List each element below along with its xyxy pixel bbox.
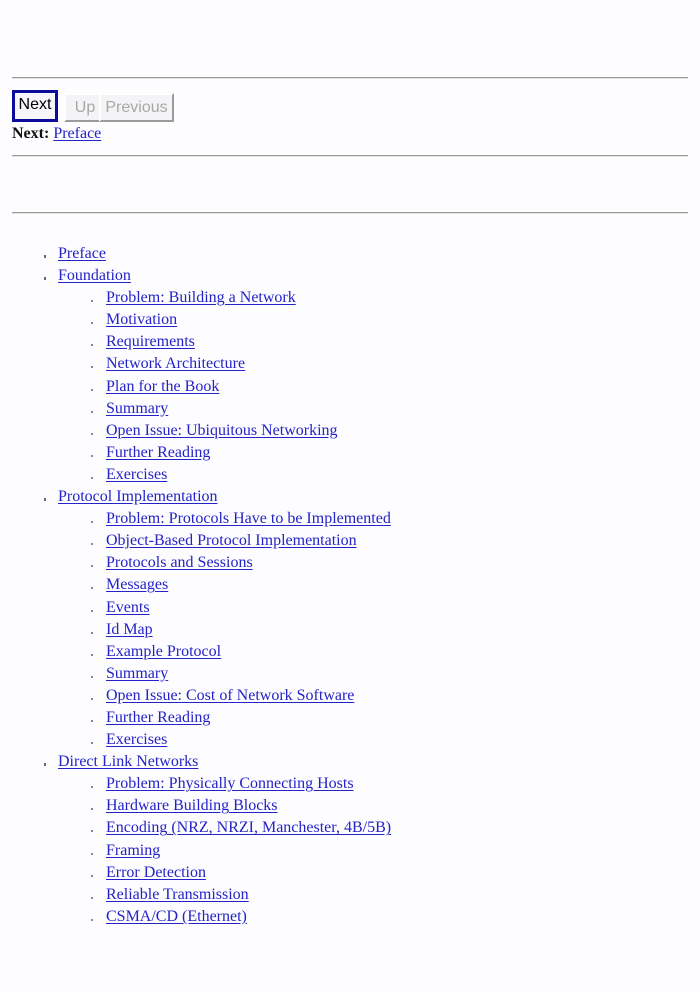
bullet-icon: [91, 610, 93, 612]
bullet-icon: [91, 587, 93, 589]
toc-section-item: [0, 552, 700, 574]
bullet-icon: [91, 676, 93, 678]
toc-section-link[interactable]: Open Issue: Cost of Network Software: [106, 686, 355, 704]
toc-chapter-item: [0, 486, 700, 508]
toc-section-link[interactable]: Further Reading: [106, 708, 211, 726]
toc-section-link[interactable]: Summary: [106, 399, 169, 417]
toc-section-link[interactable]: Encoding (NRZ, NRZI, Manchester, 4B/5B): [106, 819, 392, 837]
bullet-icon: [91, 720, 93, 722]
toc-section-item: [0, 884, 700, 906]
bullet-icon: [91, 875, 93, 877]
bullet-icon: [91, 521, 93, 523]
toc-section-link[interactable]: Messages: [106, 576, 169, 594]
toc-chapter-item: [0, 243, 700, 265]
toc-section-link[interactable]: Problem: Physically Connecting Hosts: [106, 775, 354, 793]
toc-section-link[interactable]: Hardware Building Blocks: [106, 797, 278, 815]
table-of-contents: [0, 243, 700, 928]
bullet-icon: [91, 654, 93, 656]
toc-section-item: [0, 376, 700, 398]
toc-section-item: [0, 309, 700, 331]
toc-section-item: [0, 464, 700, 486]
bullet-icon: [91, 808, 93, 810]
toc-section-item: [0, 663, 700, 685]
bullet-icon: [44, 277, 46, 280]
toc-section-link[interactable]: Example Protocol: [106, 642, 222, 660]
toc-section-link[interactable]: Exercises: [106, 465, 168, 483]
toc-chapter-item: [0, 751, 700, 773]
toc-section-item: [0, 530, 700, 552]
toc-section-link[interactable]: CSMA/CD (Ethernet): [106, 907, 247, 925]
toc-section-link[interactable]: Problem: Building a Network: [106, 289, 296, 307]
toc-section-item: [0, 773, 700, 795]
bullet-icon: [91, 897, 93, 899]
toc-section-item: [0, 508, 700, 530]
toc-section-item: [0, 817, 700, 839]
toc-section-link[interactable]: Events: [106, 598, 150, 616]
toc-section-item: [0, 906, 700, 928]
bullet-icon: [91, 433, 93, 435]
toc-section-link[interactable]: Network Architecture: [106, 355, 246, 373]
bullet-icon: [91, 366, 93, 368]
previous-button[interactable]: Previous: [99, 93, 174, 122]
toc-section-item: [0, 862, 700, 884]
bullet-icon: [91, 344, 93, 346]
bullet-icon: [91, 853, 93, 855]
toc-section-item: [0, 707, 700, 729]
toc-section-item: [0, 420, 700, 442]
bullet-icon: [91, 742, 93, 744]
toc-chapter-link[interactable]: Direct Link Networks: [58, 753, 199, 771]
bullet-icon: [44, 763, 46, 766]
next-label: Next:: [12, 125, 50, 142]
toc-section-link[interactable]: Motivation: [106, 311, 178, 329]
toc-section-item: [0, 331, 700, 353]
bullet-icon: [91, 919, 93, 921]
toc-section-item: [0, 685, 700, 707]
toc-section-link[interactable]: Framing: [106, 841, 161, 859]
next-link[interactable]: Preface: [53, 125, 102, 142]
bullet-icon: [91, 300, 93, 302]
bullet-icon: [91, 786, 93, 788]
bullet-icon: [91, 455, 93, 457]
bullet-icon: [91, 698, 93, 700]
toc-section-link[interactable]: Summary: [106, 664, 169, 682]
bullet-icon: [91, 632, 93, 634]
toc-section-link[interactable]: Further Reading: [106, 443, 211, 461]
toc-section-link[interactable]: Problem: Protocols Have to be Implemented: [106, 510, 391, 528]
next-button[interactable]: Next: [12, 90, 58, 122]
toc-section-link[interactable]: Requirements: [106, 333, 195, 351]
toc-chapter-link[interactable]: Foundation: [58, 267, 131, 285]
bullet-icon: [91, 411, 93, 413]
toc-chapter-link[interactable]: Preface: [58, 245, 106, 262]
bullet-icon: [91, 565, 93, 567]
bullet-icon: [91, 543, 93, 545]
toc-section-link[interactable]: Reliable Transmission: [106, 885, 249, 903]
toc-section-item: [0, 729, 700, 751]
bullet-icon: [91, 322, 93, 324]
toc-section-link[interactable]: Error Detection: [106, 863, 206, 881]
bullet-icon: [91, 389, 93, 391]
toc-section-link[interactable]: Id Map: [106, 620, 153, 638]
bullet-icon: [44, 255, 46, 258]
toc-section-item: [0, 619, 700, 641]
toc-section-item: [0, 398, 700, 420]
toc-chapter-item: [0, 265, 700, 287]
bullet-icon: [91, 477, 93, 479]
toc-section-item: [0, 353, 700, 375]
horizontal-rule-top: [12, 77, 688, 79]
toc-section-item: [0, 287, 700, 309]
bullet-icon: [91, 830, 93, 832]
toc-section-link[interactable]: Plan for the Book: [106, 377, 220, 395]
next-link-line: [12, 125, 101, 143]
toc-section-item: [0, 641, 700, 663]
horizontal-rule-middle: [12, 155, 688, 157]
toc-section-item: [0, 574, 700, 596]
bullet-icon: [44, 498, 46, 501]
horizontal-rule-lower: [12, 212, 688, 214]
toc-section-link[interactable]: Object-Based Protocol Implementation: [106, 532, 357, 550]
toc-section-link[interactable]: Open Issue: Ubiquitous Networking: [106, 421, 338, 439]
toc-section-item: [0, 840, 700, 862]
up-button[interactable]: Up: [64, 93, 106, 122]
toc-chapter-link[interactable]: Protocol Implementation: [58, 488, 218, 506]
toc-section-item: [0, 442, 700, 464]
toc-section-item: [0, 597, 700, 619]
toc-section-item: [0, 795, 700, 817]
toc-section-link[interactable]: Protocols and Sessions: [106, 554, 253, 572]
toc-section-link[interactable]: Exercises: [106, 731, 168, 749]
